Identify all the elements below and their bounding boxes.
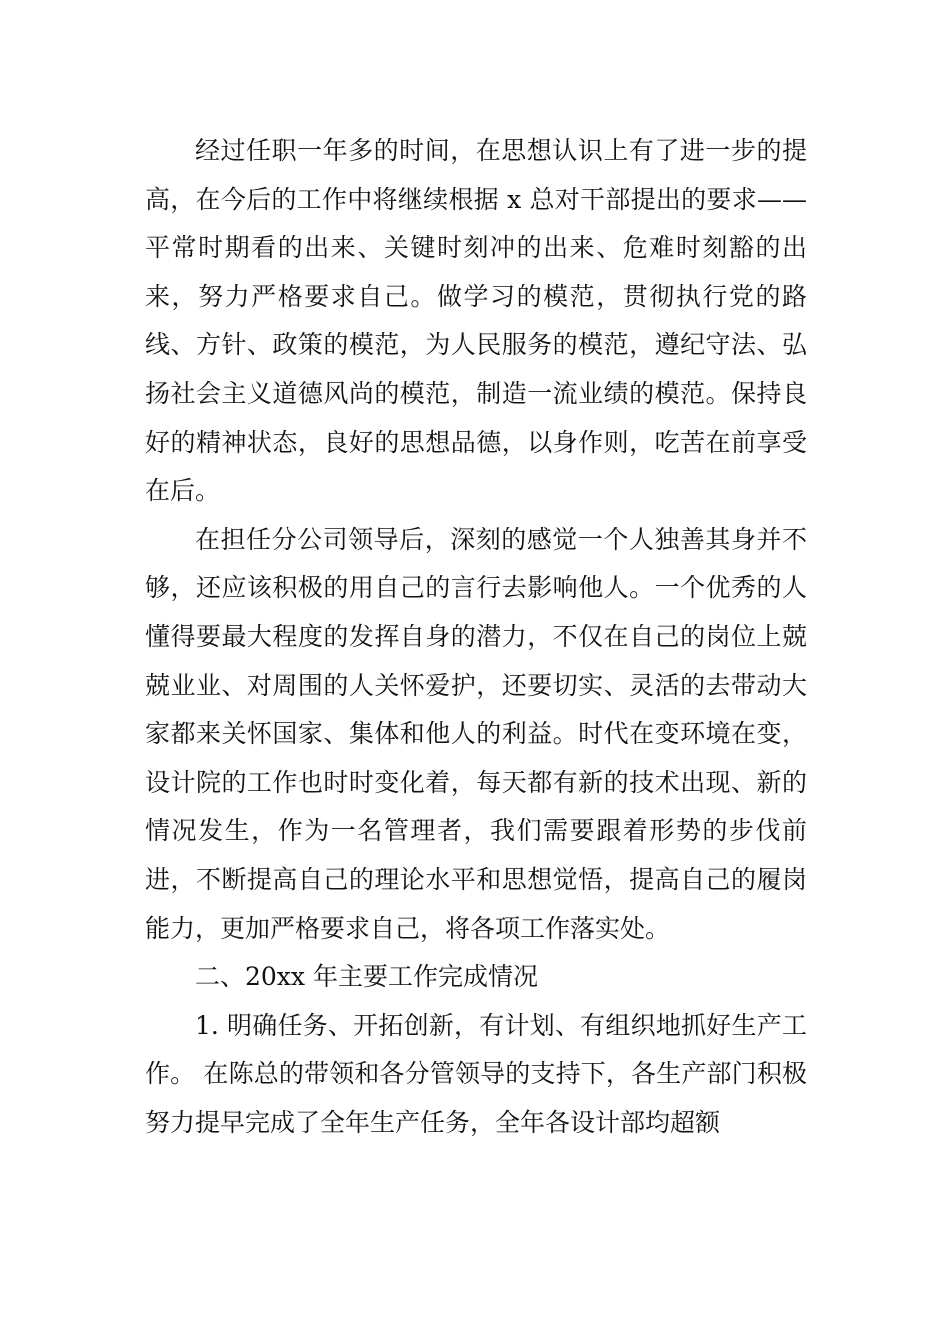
- document-body: [145, 127, 807, 1147]
- paragraph-leadership: 在担任分公司领导后，深刻的感觉一个人独善其身并不够，还应该积极的用自己的言行去影响他人。一个优秀的人懂得要最大程度的发挥自身的潜力，不仅在自己的岗位上兢兢业业、对周围的人关怀爱护，还要切实、灵活的去带动大家都来关怀国家、集体和他人的利益。时代在变环境在变，设计院的工作也时时变化着，每天都有新的技术出现、新的情况发生，作为一名管理者，我们需要跟着形势的步伐前进，不断提高自己的理论水平和思想觉悟，提高自己的履岗能力，更加严格要求自己，将各项工作落实处。: [145, 524, 807, 943]
- list-item-1: 1. 明确任务、开拓创新，有计划、有组织地抓好生产工作。 在陈总的带领和各分管领导的支持下，各生产部门积极努力提早完成了全年生产任务，全年各设计部均超额: [145, 1010, 807, 1137]
- section-heading: 二、20xx 年主要工作完成情况: [195, 962, 538, 992]
- paragraph-self-reflection: 经过任职一年多的时间，在思想认识上有了进一步的提高，在今后的工作中将继续根据 x 总对干部提出的要求——平常时期看的出来、关键时刻冲的出来、危难时刻豁的出来，努力严格要求自己。做学习的模范，贯彻执行党的路线、方针、政策的模范，为人民服务的模范，遵纪守法、弘扬社会主义道德风尚的模范，制造一流业绩的模范。保持良好的精神状态，良好的思想品德，以身作则，吃苦在前享受在后。: [145, 136, 807, 506]
